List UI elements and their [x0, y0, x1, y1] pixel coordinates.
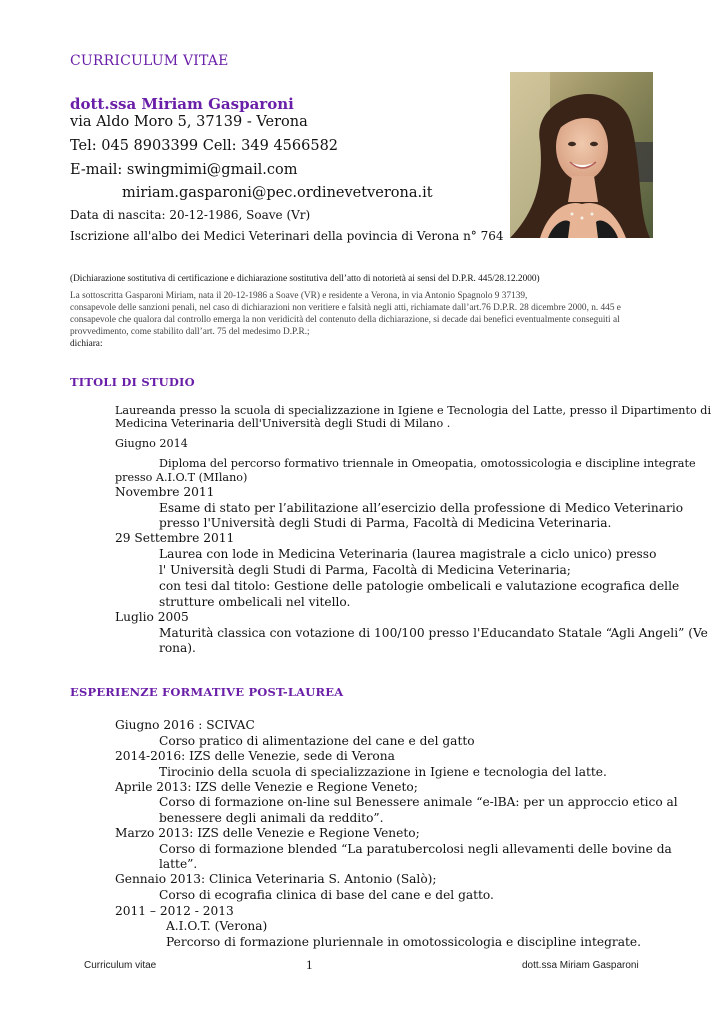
esperienze-line: Percorso di formazione pluriennale in omotossicologia e discipline integrate.	[166, 935, 642, 949]
pec-email: miriam.gasparoni@pec.ordinevetverona.it	[122, 185, 433, 201]
titoli-date: Giugno 2014	[115, 437, 188, 450]
titoli-line: Laurea con lode in Medicina Veterinaria (laurea magistrale a ciclo unico) presso	[159, 547, 657, 561]
titoli-date: Luglio 2005	[115, 610, 189, 624]
esperienze-date: Marzo 2013: IZS delle Venezie e Regione Veneto;	[115, 826, 420, 840]
titoli-date: Novembre 2011	[115, 485, 215, 499]
document-title: CURRICULUM VITAE	[70, 53, 229, 69]
page-number: 1	[306, 957, 313, 972]
titoli-line: Esame di stato per l’abilitazione all’esercizio della professione di Medico Veterinario	[159, 501, 684, 515]
esperienze-date: 2011 – 2012 - 2013	[115, 904, 234, 918]
birth-date: Data di nascita: 20-12-1986, Soave (Vr)	[70, 208, 311, 222]
email: E-mail: swingmimi@gmail.com	[70, 162, 298, 178]
titoli-line: Laureanda presso la scuola di specializzazione in Igiene e Tecnologia del Latte, presso il Dipartimento di	[115, 404, 712, 417]
address: via Aldo Moro 5, 37139 - Verona	[70, 114, 308, 130]
phone-numbers: Tel: 045 8903399 Cell: 349 4566582	[70, 138, 339, 154]
footer-right: dott.ssa Miriam Gasparoni	[522, 960, 639, 971]
titoli-line: con tesi dal titolo: Gestione delle patologie ombelicali e valutazione ecografica delle	[159, 579, 680, 593]
esperienze-line: A.I.O.T. (Verona)	[166, 919, 268, 933]
titoli-line: Medicina Veterinaria dell'Università degli Studi di Milano .	[115, 417, 451, 430]
esperienze-date: Aprile 2013: IZS delle Venezie e Regione Veneto;	[115, 780, 418, 794]
titoli-date: 29 Settembre 2011	[115, 531, 235, 545]
footer-left: Curriculum vitae	[84, 960, 157, 971]
declaration-line-4: provvedimento, come stabilito dall’art. 75 del medesimo D.P.R.;	[70, 327, 310, 337]
declaration-line-2: consapevole delle sanzioni penali, nel caso di dichiarazioni non veritiere e falsità negli atti, richiamate dall’art.76 D.P.R. 28 dicembre 2000, n. 445 e	[70, 303, 621, 313]
titoli-line: presso A.I.O.T (MIlano)	[115, 471, 248, 484]
titoli-line: rona).	[159, 641, 196, 655]
declaration-declares: dichiara:	[70, 339, 103, 349]
registry-info: Iscrizione all'albo dei Medici Veterinari della povincia di Verona n° 764	[70, 229, 504, 243]
titoli-line: strutture ombelicali nel vitello.	[159, 595, 351, 609]
declaration-line-3: consapevole che qualora dal controllo emerga la non veridicità del contenuto della dichiarazione, si decade dai benefici eventualmente conseguiti al	[70, 315, 620, 325]
esperienze-line: Corso di ecografia clinica di base del cane e del gatto.	[159, 888, 494, 902]
titoli-line: presso l'Università degli Studi di Parma, Facoltà di Medicina Veterinaria.	[159, 516, 612, 530]
titoli-line: Diploma del percorso formativo triennale in Omeopatia, omotossicologia e discipline integrate	[159, 457, 696, 470]
declaration-line-1: La sottoscritta Gasparoni Miriam, nata il 20-12-1986 a Soave (VR) e residente a Verona, in via Antonio Spagnolo 9 37139,	[70, 291, 528, 301]
titoli-line: Maturità classica con votazione di 100/100 presso l'Educandato Statale “Agli Angeli” (Ve	[159, 626, 708, 640]
esperienze-line: latte”.	[159, 857, 198, 871]
profile-photo	[510, 72, 653, 238]
esperienze-line: benessere degli animali da reddito”.	[159, 811, 384, 825]
section-heading-titoli: TITOLI DI STUDIO	[70, 375, 195, 389]
esperienze-date: 2014-2016: IZS delle Venezie, sede di Verona	[115, 749, 395, 763]
esperienze-line: Corso di formazione on-line sul Benessere animale “e-lBA: per un approccio etico al	[159, 795, 678, 809]
person-name: dott.ssa Miriam Gasparoni	[70, 95, 294, 113]
esperienze-date: Gennaio 2013: Clinica Veterinaria S. Antonio (Salò);	[115, 872, 437, 886]
esperienze-line: Corso pratico di alimentazione del cane e del gatto	[159, 734, 475, 748]
titoli-line: l' Università degli Studi di Parma, Facoltà di Medicina Veterinaria;	[159, 563, 571, 577]
esperienze-date: Giugno 2016 : SCIVAC	[115, 718, 255, 732]
esperienze-line: Tirocinio della scuola di specializzazione in Igiene e tecnologia del latte.	[159, 765, 607, 779]
declaration-title: (Dichiarazione sostitutiva di certificazione e dichiarazione sostitutiva dell’atto di notorietà ai sensi del D.P.R. 445/28.12.2000)	[70, 274, 540, 284]
section-heading-esperienze: ESPERIENZE FORMATIVE POST-LAUREA	[70, 685, 344, 699]
esperienze-line: Corso di formazione blended “La paratubercolosi negli allevamenti delle bovine da	[159, 842, 672, 856]
